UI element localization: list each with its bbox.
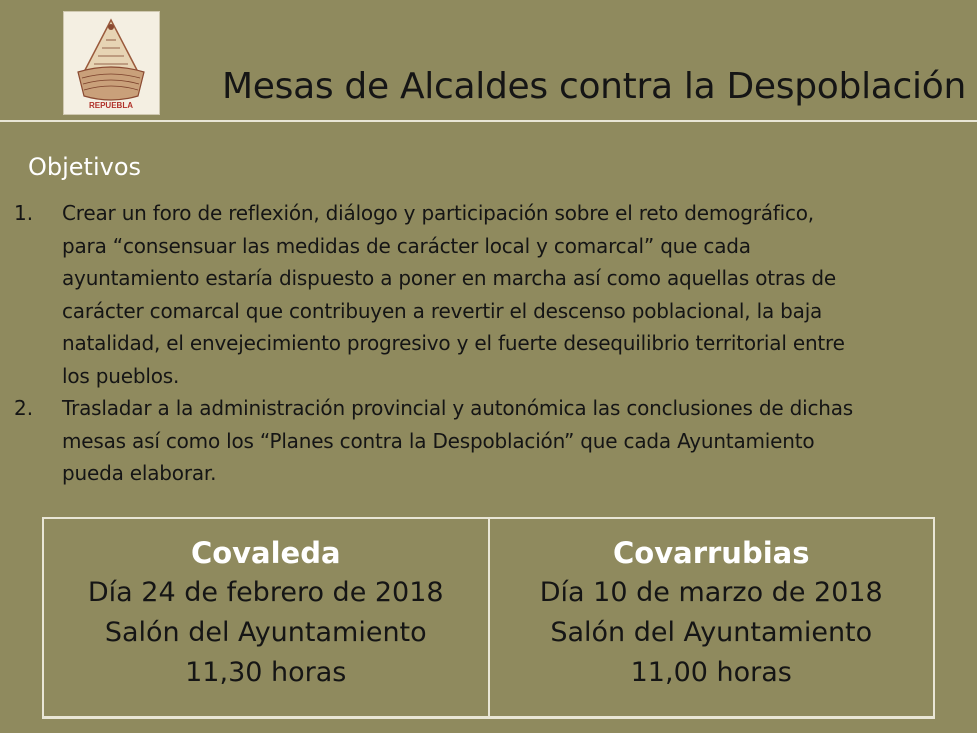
objective-line: para “consensuar las medidas de carácter local y comarcal” que cada — [62, 233, 751, 258]
title-divider — [0, 120, 977, 122]
objective-line: pueda elaborar. — [62, 461, 217, 485]
objective-text — [62, 197, 967, 392]
event-venue: Salón del Ayuntamiento — [104, 617, 427, 648]
page-title: Mesas de Alcaldes contra la Despoblación — [222, 66, 966, 107]
event-time: 11,30 horas — [185, 657, 347, 688]
objective-line: Crear un foro de reflexión, diálogo y participación sobre el reto demográfico, — [62, 201, 814, 225]
objective-number: 1. — [14, 201, 34, 225]
objective-line: ayuntamiento estaría dispuesto a poner en marcha así como aquellas otras de — [62, 266, 836, 290]
objective-text — [62, 392, 967, 490]
objective-line: los pueblos. — [62, 363, 180, 388]
objectives-list — [0, 197, 977, 490]
svg-text:REPUEBLA: REPUEBLA — [88, 101, 134, 110]
event-place: Covarrubias — [613, 536, 810, 570]
objective-line: carácter comarcal que contribuyen a revertir el descenso poblacional, la baja — [62, 298, 823, 323]
objective-line: natalidad, el envejecimiento progresivo y el fuerte desequilibrio territorial entre — [62, 331, 845, 355]
objective-item-2 — [0, 392, 977, 490]
event-date: Día 10 de marzo de 2018 — [539, 577, 883, 608]
event-date: Día 24 de febrero de 2018 — [87, 577, 444, 608]
event-covarrubias — [488, 519, 934, 716]
event-time: 11,00 horas — [630, 657, 792, 688]
events-table — [42, 517, 935, 719]
stone-village-icon — [64, 12, 159, 114]
objective-line: Trasladar a la administración provincial y autonómica las conclusiones de dichas — [62, 396, 854, 420]
event-venue: Salón del Ayuntamiento — [550, 617, 873, 648]
objectives-heading: Objetivos — [28, 153, 142, 181]
event-place: Covaleda — [190, 536, 341, 570]
objective-item-1 — [0, 197, 977, 392]
event-covaleda — [44, 519, 488, 716]
objective-line: mesas así como los “Planes contra la Despoblación” que cada Ayuntamiento — [62, 428, 815, 453]
objective-number: 2. — [14, 396, 34, 420]
repuebla-logo — [63, 11, 160, 115]
